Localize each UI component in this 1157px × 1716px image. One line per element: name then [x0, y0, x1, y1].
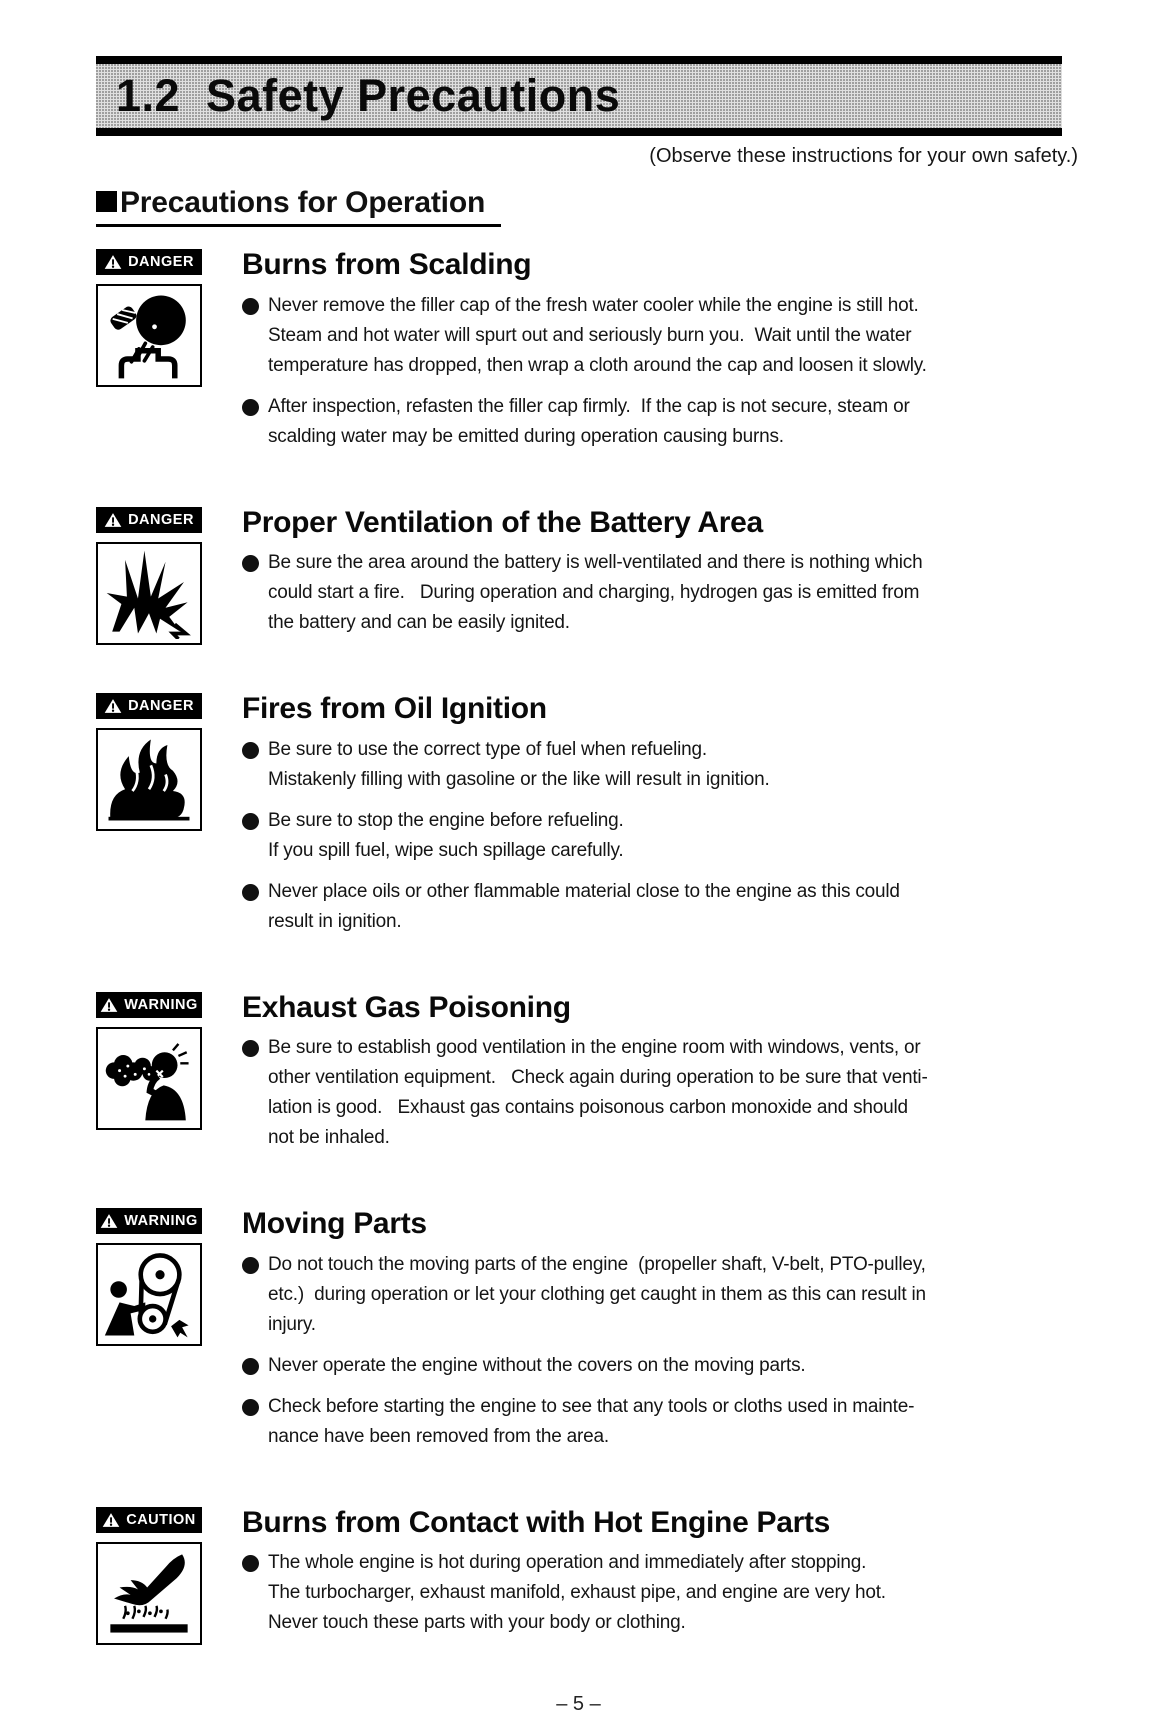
bullet-item [242, 1033, 1061, 1153]
hazard-section [96, 1208, 1061, 1463]
warning-triangle-icon [104, 512, 122, 528]
body-line: lation is good. Exhaust gas contains poisonous carbon monoxide and should [268, 1097, 908, 1118]
body-line: Never remove the filler cap of the fresh water cooler while the engine is still hot. [268, 294, 919, 316]
square-bullet-icon [96, 191, 117, 212]
hazard-bullet-list [242, 548, 1061, 638]
hazard-section [96, 693, 1061, 948]
hazard-title: Burns from Scalding [242, 248, 532, 281]
hazard-section [96, 1507, 1061, 1650]
hazard-bullet-list [242, 1548, 1061, 1638]
banner-title: 1.2 Safety Precautions [116, 70, 621, 121]
body-line: not be inhaled. [268, 1127, 390, 1148]
manual-page [0, 56, 1157, 1716]
page-number: – 5 – [556, 1693, 601, 1715]
hazard-badge [96, 693, 202, 719]
body-line: The whole engine is hot during operation and immediately after stopping. [268, 1552, 867, 1573]
body-line: Do not touch the moving parts of the engine (propeller shaft, V-belt, PTO-pulley, [268, 1253, 926, 1275]
body-line: Be sure to establish good ventilation in the engine room with windows, vents, or [268, 1037, 921, 1058]
bullet-dot-icon [242, 1555, 259, 1572]
warning-triangle-icon [102, 1512, 120, 1528]
body-line: temperature has dropped, then wrap a cloth around the cap and loosen it slowly. [268, 354, 927, 376]
hazard-bullet-list [242, 1033, 1061, 1153]
body-line: Be sure to stop the engine before refueling. [268, 809, 624, 831]
body-line: Be sure the area around the battery is well-ventilated and there is nothing which [268, 552, 923, 573]
bullet-dot-icon [242, 813, 259, 830]
warning-triangle-icon [104, 698, 122, 714]
section-banner [96, 56, 1062, 136]
hazard-left-column [96, 249, 202, 463]
bullet-dot-icon [242, 1358, 259, 1375]
hazard-badge [96, 1208, 202, 1234]
bullet-item [242, 1392, 1061, 1452]
body-line: could start a fire. During operation and charging, hydrogen gas is emitted from [268, 582, 920, 603]
hazard-left-column [96, 507, 202, 650]
bullet-item [242, 1548, 1061, 1638]
bullet-dot-icon [242, 399, 259, 416]
body-line: Be sure to use the correct type of fuel when refueling. [268, 738, 707, 760]
hazard-body [242, 1208, 1061, 1463]
hazard-sections [96, 249, 1061, 1649]
exhaust-gas-icon [96, 1027, 202, 1130]
banner-halftone-band [96, 64, 1062, 128]
hazard-title: Burns from Contact with Hot Engine Parts [242, 1505, 831, 1539]
hazard-bullet-list [242, 735, 1061, 937]
hazard-badge [96, 1507, 202, 1533]
hazard-title: Fires from Oil Ignition [242, 692, 547, 725]
hazard-bullet-list [242, 1250, 1061, 1452]
body-line: the battery and can be easily ignited. [268, 612, 570, 633]
warning-triangle-icon [100, 1213, 118, 1229]
bullet-dot-icon [242, 742, 259, 759]
bullet-item [242, 548, 1061, 638]
body-line: Steam and hot water will spurt out and seriously burn you. Wait until the water [268, 324, 912, 346]
observe-note: (Observe these instructions for your own safety.) [649, 145, 1078, 167]
scalding-burn-icon [96, 284, 202, 387]
battery-explosion-icon [96, 542, 202, 645]
precautions-heading [96, 188, 1157, 227]
bullet-dot-icon [242, 1257, 259, 1274]
bullet-dot-icon [242, 884, 259, 901]
hazard-bullet-list [242, 291, 1061, 452]
hazard-body [242, 992, 1061, 1165]
precautions-heading-label: Precautions for Operation [120, 186, 486, 219]
body-line: scalding water may be emitted during operation causing burns. [268, 425, 784, 447]
bullet-item [242, 735, 1061, 795]
body-line: After inspection, refasten the filler cap firmly. If the cap is not secure, steam or [268, 395, 910, 417]
precautions-heading-underline [96, 188, 501, 227]
hazard-title: Exhaust Gas Poisoning [242, 990, 571, 1024]
hot-surface-icon [96, 1542, 202, 1645]
body-line: Never touch these parts with your body or clothing. [268, 1612, 686, 1633]
body-line: result in ignition. [268, 910, 402, 932]
hazard-body [242, 1507, 1061, 1650]
hazard-badge-label: DANGER [128, 698, 194, 714]
oil-fire-icon [96, 728, 202, 831]
body-line: Mistakenly filling with gasoline or the like will result in ignition. [268, 768, 770, 790]
body-line: other ventilation equipment. Check again during operation to be sure that venti- [268, 1067, 928, 1088]
hazard-section [96, 249, 1061, 463]
hazard-badge-label: DANGER [128, 511, 194, 528]
hazard-title: Moving Parts [242, 1207, 427, 1240]
body-line: injury. [268, 1313, 316, 1335]
hazard-badge-label: WARNING [124, 1213, 198, 1229]
hazard-badge-label: CAUTION [126, 1511, 196, 1528]
bullet-dot-icon [242, 298, 259, 315]
banner-bottom-rule [96, 128, 1062, 136]
body-line: etc.) during operation or let your clothing get caught in them as this can result in [268, 1283, 926, 1305]
hazard-badge-label: DANGER [128, 254, 194, 270]
hazard-badge [96, 249, 202, 275]
hazard-section [96, 992, 1061, 1165]
warning-triangle-icon [100, 997, 118, 1013]
bullet-item [242, 1250, 1061, 1340]
body-line: If you spill fuel, wipe such spillage carefully. [268, 839, 624, 861]
bullet-item [242, 806, 1061, 866]
moving-parts-icon [96, 1243, 202, 1346]
hazard-left-column [96, 1208, 202, 1463]
hazard-badge [96, 507, 202, 533]
hazard-left-column [96, 693, 202, 948]
hazard-badge-label: WARNING [124, 996, 198, 1013]
hazard-badge [96, 992, 202, 1018]
bullet-dot-icon [242, 1040, 259, 1057]
hazard-body [242, 693, 1061, 948]
hazard-section [96, 507, 1061, 650]
body-line: nance have been removed from the area. [268, 1425, 609, 1447]
hazard-title: Proper Ventilation of the Battery Area [242, 505, 763, 539]
bullet-item [242, 392, 1061, 452]
banner-top-rule [96, 56, 1062, 64]
bullet-item [242, 1351, 1061, 1381]
body-line: The turbocharger, exhaust manifold, exhaust pipe, and engine are very hot. [268, 1582, 886, 1603]
bullet-dot-icon [242, 1399, 259, 1416]
hazard-body [242, 249, 1061, 463]
warning-triangle-icon [104, 254, 122, 270]
bullet-item [242, 877, 1061, 937]
body-line: Never place oils or other flammable material close to the engine as this could [268, 880, 900, 902]
hazard-left-column [96, 992, 202, 1165]
body-line: Check before starting the engine to see that any tools or cloths used in mainte- [268, 1395, 915, 1417]
hazard-body [242, 507, 1061, 650]
hazard-left-column [96, 1507, 202, 1650]
bullet-dot-icon [242, 555, 259, 572]
bullet-item [242, 291, 1061, 381]
body-line: Never operate the engine without the covers on the moving parts. [268, 1354, 806, 1376]
